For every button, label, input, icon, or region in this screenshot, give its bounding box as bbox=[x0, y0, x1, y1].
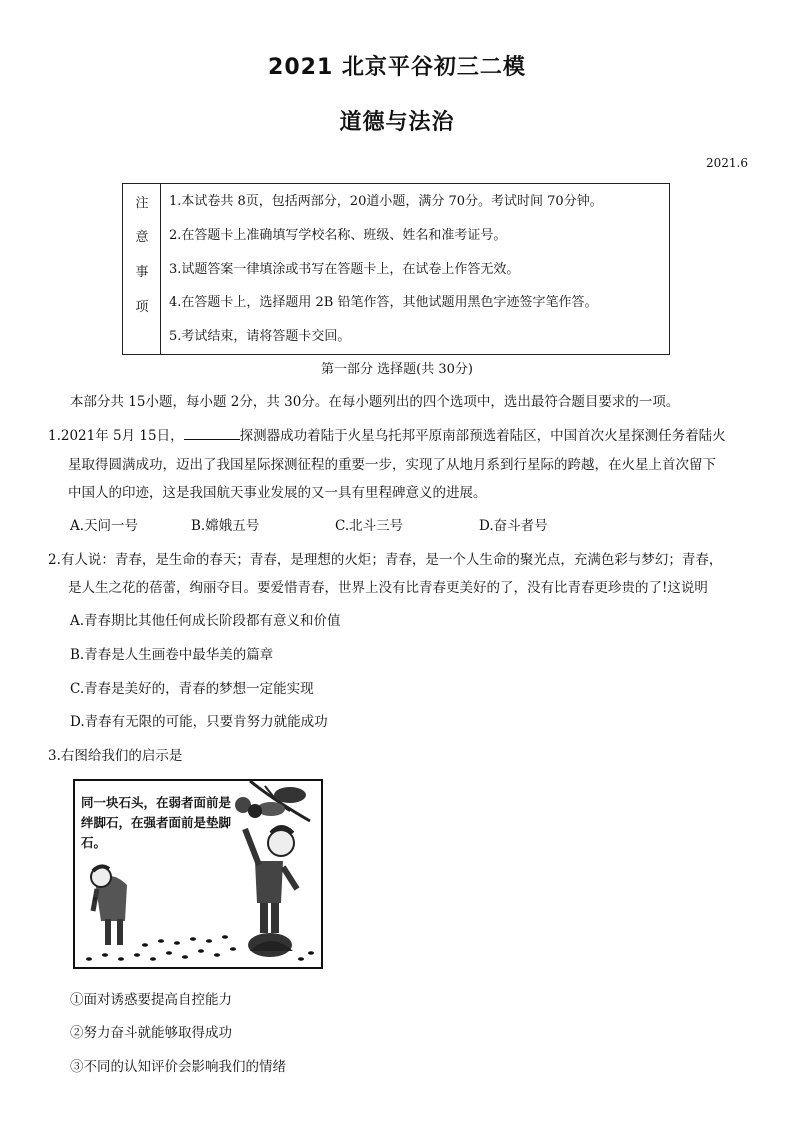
notice-item: 2.在答题卡上准确填写学校名称、班级、姓名和准考证号。 bbox=[169, 228, 507, 243]
notice-side-char: 意 bbox=[135, 230, 149, 245]
section-title: 第一部分 选择题(共 30分) bbox=[321, 362, 473, 377]
notice-item: 1.本试卷共 8页，包括两部分，20道小题，满分 70分。考试时间 70分钟。 bbox=[169, 194, 603, 209]
q2-option-a: A.青春期比其他任何成长阶段都有意义和价值 bbox=[70, 613, 341, 629]
q1-line-2: 星取得圆满成功，迈出了我国星际探测征程的重要一步，实现了从地月系到行星际的跨越，在火星上首次留下 bbox=[68, 457, 716, 473]
cartoon-illustration bbox=[75, 781, 321, 967]
q2-line-2: 是人生之花的蓓蕾，绚丽夺目。要爱惜青春，世界上没有比青春更美好的了，没有比青春更珍贵的了!这说明 bbox=[68, 580, 708, 596]
q1-option-d: D.奋斗者号 bbox=[479, 518, 548, 534]
q3-option-3: ③不同的认知评价会影响我们的情绪 bbox=[70, 1059, 286, 1075]
q1-option-c: C.北斗三号 bbox=[335, 518, 404, 534]
exam-title: 2021 北京平谷初三二模 bbox=[268, 55, 526, 80]
notice-item: 4.在答题卡上，选择题用 2B 铅笔作答，其他试题用黑色字迹签字笔作答。 bbox=[169, 295, 598, 310]
exam-date: 2021.6 bbox=[706, 156, 748, 170]
q1-line-3: 中国人的印迹，这是我国航天事业发展的又一具有里程碑意义的进展。 bbox=[68, 485, 487, 501]
cartoon-caption: 同一块石头，在弱者面前是绊脚石，在强者面前是垫脚石。 bbox=[81, 795, 232, 850]
q3-option-2: ②努力奋斗就能够取得成功 bbox=[70, 1025, 232, 1041]
answer-blank bbox=[184, 427, 240, 440]
q2-option-b: B.青春是人生画卷中最华美的篇章 bbox=[70, 647, 274, 663]
notice-item: 5.考试结束，请将答题卡交回。 bbox=[169, 329, 351, 344]
section-intro: 本部分共 15小题，每小题 2分，共 30分。在每小题列出的四个选项中，选出最符合题目要求的一项。 bbox=[70, 394, 680, 410]
subject-title: 道德与法治 bbox=[339, 110, 455, 135]
q1-option-a: A.天问一号 bbox=[70, 518, 139, 534]
cartoon-image bbox=[73, 779, 323, 969]
q3-option-1: ①面对诱惑要提高自控能力 bbox=[70, 992, 232, 1008]
q1-text: 探测器成功着陆于火星乌托邦平原南部预选着陆区，中国首次火星探测任务着陆火 bbox=[239, 428, 726, 444]
q1-line-1 bbox=[48, 424, 726, 444]
q3-stem: 3.右图给我们的启示是 bbox=[48, 748, 183, 764]
q1-option-b: B.嫦娥五号 bbox=[191, 518, 260, 534]
notice-box bbox=[122, 183, 670, 355]
notice-side-char: 项 bbox=[135, 300, 149, 315]
q1-date: 1.2021年 5月 15日， bbox=[48, 428, 184, 444]
notice-side-char: 注 bbox=[135, 196, 149, 211]
q2-option-c: C.青春是美好的，青春的梦想一定能实现 bbox=[70, 681, 314, 697]
notice-item: 3.试题答案一律填涂或书写在答题卡上，在试卷上作答无效。 bbox=[169, 262, 520, 277]
notice-side-char: 事 bbox=[135, 265, 149, 280]
notice-side-label bbox=[123, 184, 161, 354]
q2-line-1: 2.有人说：青春，是生命的春天；青春，是理想的火炬；青春，是一个人生命的聚光点，充满色彩与梦幻；青春， bbox=[48, 552, 723, 568]
q2-option-d: D.青春有无限的可能，只要肯努力就能成功 bbox=[70, 714, 328, 730]
